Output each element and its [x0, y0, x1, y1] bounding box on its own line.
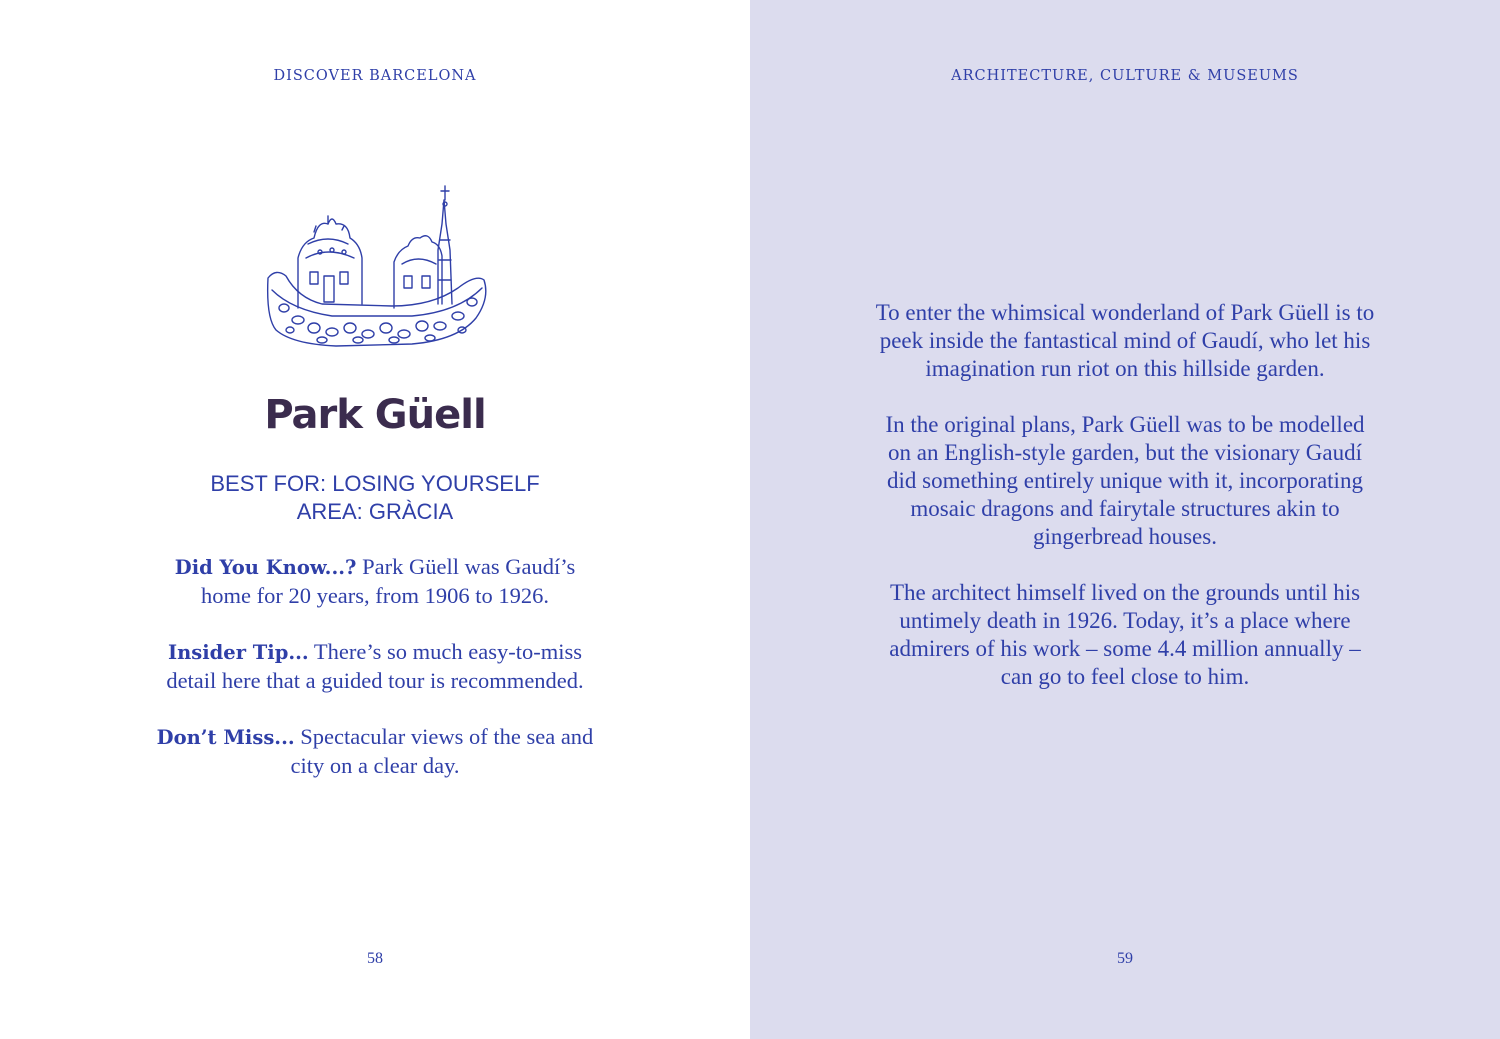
- fact-dont-miss: [150, 723, 600, 780]
- fact-label: Insider Tip...: [167, 641, 309, 664]
- best-for-label: BEST FOR: LOSING YOURSELF: [210, 471, 540, 496]
- fact-text: Park Güell was Gaudí’s home for 20 years, from 1906 to 1926.: [200, 554, 576, 608]
- fact-did-you-know: [150, 553, 600, 610]
- fact-text: Spectacular views of the sea and city on a clear day.: [290, 724, 594, 778]
- right-page: [750, 0, 1500, 1039]
- fact-insider-tip: [150, 638, 600, 695]
- body-text: [875, 299, 1375, 719]
- fact-list: [150, 553, 600, 808]
- body-paragraph: The architect himself lived on the grounds until his untimely death in 1926. Today, it’s a place where admirers of his work – some 4.4 million annually – can go to feel close to him.: [889, 580, 1361, 689]
- attraction-meta: [0, 470, 750, 526]
- page-number-right: 59: [1117, 950, 1133, 967]
- park-guell-pavilions-illustration: [262, 180, 490, 352]
- fact-label: Did You Know...?: [174, 556, 357, 579]
- running-head-left: DISCOVER BARCELONA: [273, 68, 477, 84]
- area-label: AREA: GRÀCIA: [296, 499, 454, 524]
- page-number-left: 58: [367, 950, 383, 967]
- fact-label: Don’t Miss...: [156, 726, 295, 749]
- running-head-right: ARCHITECTURE, CULTURE & MUSEUMS: [951, 68, 1299, 84]
- page-title: Park Güell: [264, 392, 486, 438]
- body-paragraph: To enter the whimsical wonderland of Park Güell is to peek inside the fantastical mind of Gaudí, who let his imagination run riot on this hillside garden.: [875, 300, 1375, 381]
- body-paragraph: In the original plans, Park Güell was to be modelled on an English-style garden, but the visionary Gaudí did something entirely unique with it, incorporating mosaic dragons and fairytale structures akin to gingerbread houses.: [885, 412, 1365, 549]
- fact-text: There’s so much easy-to-miss detail here that a guided tour is recommended.: [166, 639, 584, 693]
